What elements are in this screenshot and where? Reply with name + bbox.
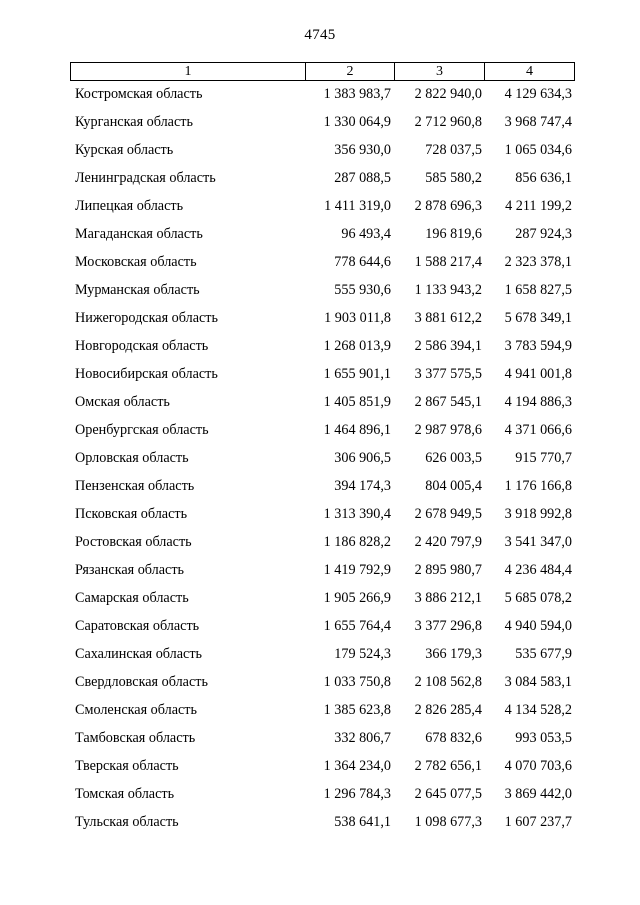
value-col-3: 2 867 545,1 — [414, 394, 482, 410]
value-col-2: 1 419 792,9 — [323, 562, 391, 578]
region-name: Нижегородская область — [75, 310, 218, 326]
value-col-3: 3 377 575,5 — [414, 366, 482, 382]
column-header-2: 2 — [306, 63, 395, 81]
region-name: Ленинградская область — [75, 170, 216, 186]
table-row — [0, 418, 640, 446]
value-col-4: 287 924,3 — [515, 226, 572, 242]
value-col-3: 2 826 285,4 — [414, 702, 482, 718]
value-col-2: 555 930,6 — [334, 282, 391, 298]
region-name: Ростовская область — [75, 534, 192, 550]
value-col-3: 2 987 978,6 — [414, 422, 482, 438]
table-row — [0, 390, 640, 418]
column-header-1: 1 — [71, 63, 306, 81]
value-col-4: 915 770,7 — [515, 450, 572, 466]
value-col-2: 1 385 623,8 — [323, 702, 391, 718]
region-name: Оренбургская область — [75, 422, 209, 438]
value-col-2: 1 313 390,4 — [323, 506, 391, 522]
value-col-2: 778 644,6 — [334, 254, 391, 270]
table-row — [0, 474, 640, 502]
value-col-4: 993 053,5 — [515, 730, 572, 746]
table-row — [0, 502, 640, 530]
value-col-4: 1 607 237,7 — [504, 814, 572, 830]
table-body — [0, 82, 640, 838]
region-name: Саратовская область — [75, 618, 200, 634]
table-row — [0, 110, 640, 138]
table-row — [0, 586, 640, 614]
value-col-4: 856 636,1 — [515, 170, 572, 186]
value-col-4: 1 065 034,6 — [504, 142, 572, 158]
value-col-2: 1 033 750,8 — [323, 674, 391, 690]
value-col-2: 356 930,0 — [334, 142, 391, 158]
table-row — [0, 250, 640, 278]
value-col-4: 535 677,9 — [515, 646, 572, 662]
value-col-2: 96 493,4 — [341, 226, 391, 242]
value-col-3: 3 377 296,8 — [414, 618, 482, 634]
table-row — [0, 698, 640, 726]
value-col-2: 538 641,1 — [334, 814, 391, 830]
column-header-table — [70, 62, 575, 81]
region-name: Костромская область — [75, 86, 203, 102]
region-name: Тамбовская область — [75, 730, 196, 746]
region-name: Сахалинская область — [75, 646, 203, 662]
table-row — [0, 222, 640, 250]
value-col-2: 1 186 828,2 — [323, 534, 391, 550]
region-name: Омская область — [75, 394, 170, 410]
region-name: Смоленская область — [75, 702, 197, 718]
table-row — [0, 278, 640, 306]
page-number: 4745 — [304, 27, 336, 43]
value-col-4: 2 323 378,1 — [504, 254, 572, 270]
region-name: Магаданская область — [75, 226, 203, 242]
region-name: Томская область — [75, 786, 175, 802]
value-col-2: 1 364 234,0 — [323, 758, 391, 774]
region-name: Орловская область — [75, 450, 189, 466]
value-col-2: 1 383 983,7 — [323, 86, 391, 102]
value-col-3: 2 645 077,5 — [414, 786, 482, 802]
table-row — [0, 334, 640, 362]
value-col-4: 3 783 594,9 — [504, 338, 572, 354]
table-row — [0, 754, 640, 782]
value-col-2: 179 524,3 — [334, 646, 391, 662]
value-col-4: 3 541 347,0 — [504, 534, 572, 550]
value-col-3: 1 098 677,3 — [414, 814, 482, 830]
region-name: Курганская область — [75, 114, 193, 130]
value-col-2: 1 405 851,9 — [323, 394, 391, 410]
value-col-2: 1 330 064,9 — [323, 114, 391, 130]
value-col-4: 4 129 634,3 — [504, 86, 572, 102]
table-row — [0, 810, 640, 838]
value-col-4: 1 176 166,8 — [504, 478, 572, 494]
value-col-3: 626 003,5 — [425, 450, 482, 466]
column-header-4: 4 — [485, 63, 575, 81]
value-col-4: 3 084 583,1 — [504, 674, 572, 690]
region-name: Новосибирская область — [75, 366, 218, 382]
value-col-3: 804 005,4 — [425, 478, 482, 494]
table-row — [0, 362, 640, 390]
value-col-4: 3 968 747,4 — [504, 114, 572, 130]
value-col-2: 1 655 901,1 — [323, 366, 391, 382]
region-name: Новгородская область — [75, 338, 209, 354]
column-header-row — [71, 63, 575, 81]
value-col-2: 1 411 319,0 — [324, 198, 391, 214]
value-col-3: 728 037,5 — [425, 142, 482, 158]
region-name: Тверская область — [75, 758, 179, 774]
value-col-2: 1 268 013,9 — [323, 338, 391, 354]
table-row — [0, 614, 640, 642]
value-col-4: 4 236 484,4 — [504, 562, 572, 578]
value-col-2: 1 903 011,8 — [324, 310, 391, 326]
value-col-2: 1 655 764,4 — [323, 618, 391, 634]
table-row — [0, 726, 640, 754]
value-col-4: 4 941 001,8 — [504, 366, 572, 382]
value-col-4: 5 685 078,2 — [504, 590, 572, 606]
table-row — [0, 446, 640, 474]
table-row — [0, 642, 640, 670]
value-col-4: 1 658 827,5 — [504, 282, 572, 298]
region-name: Псковская область — [75, 506, 188, 522]
value-col-3: 2 822 940,0 — [414, 86, 482, 102]
table-row — [0, 82, 640, 110]
region-name: Свердловская область — [75, 674, 208, 690]
value-col-3: 2 712 960,8 — [414, 114, 482, 130]
region-name: Тульская область — [75, 814, 179, 830]
region-name: Мурманская область — [75, 282, 200, 298]
column-header-3: 3 — [395, 63, 485, 81]
value-col-4: 3 918 992,8 — [504, 506, 572, 522]
table-row — [0, 194, 640, 222]
value-col-2: 332 806,7 — [334, 730, 391, 746]
region-name: Рязанская область — [75, 562, 185, 578]
value-col-4: 4 371 066,6 — [504, 422, 572, 438]
table-row — [0, 306, 640, 334]
region-name: Московская область — [75, 254, 197, 270]
value-col-3: 585 580,2 — [425, 170, 482, 186]
value-col-3: 366 179,3 — [425, 646, 482, 662]
value-col-4: 5 678 349,1 — [504, 310, 572, 326]
value-col-3: 2 586 394,1 — [414, 338, 482, 354]
value-col-3: 1 588 217,4 — [414, 254, 482, 270]
table-row — [0, 530, 640, 558]
value-col-3: 2 878 696,3 — [414, 198, 482, 214]
value-col-2: 306 906,5 — [334, 450, 391, 466]
value-col-4: 4 211 199,2 — [505, 198, 572, 214]
region-name: Липецкая область — [75, 198, 184, 214]
region-name: Самарская область — [75, 590, 189, 606]
table-row — [0, 138, 640, 166]
table-row — [0, 166, 640, 194]
value-col-3: 196 819,6 — [425, 226, 482, 242]
region-name: Курская область — [75, 142, 174, 158]
value-col-3: 2 420 797,9 — [414, 534, 482, 550]
value-col-4: 4 070 703,6 — [504, 758, 572, 774]
value-col-4: 3 869 442,0 — [504, 786, 572, 802]
value-col-3: 1 133 943,2 — [414, 282, 482, 298]
value-col-2: 1 905 266,9 — [323, 590, 391, 606]
value-col-4: 4 134 528,2 — [504, 702, 572, 718]
value-col-2: 1 296 784,3 — [323, 786, 391, 802]
value-col-3: 3 886 212,1 — [414, 590, 482, 606]
value-col-3: 2 678 949,5 — [414, 506, 482, 522]
table-row — [0, 782, 640, 810]
value-col-3: 2 895 980,7 — [414, 562, 482, 578]
value-col-4: 4 940 594,0 — [504, 618, 572, 634]
value-col-2: 287 088,5 — [334, 170, 391, 186]
value-col-2: 394 174,3 — [334, 478, 391, 494]
value-col-3: 2 782 656,1 — [414, 758, 482, 774]
value-col-2: 1 464 896,1 — [323, 422, 391, 438]
value-col-4: 4 194 886,3 — [504, 394, 572, 410]
value-col-3: 678 832,6 — [425, 730, 482, 746]
value-col-3: 2 108 562,8 — [414, 674, 482, 690]
value-col-3: 3 881 612,2 — [414, 310, 482, 326]
table-row — [0, 670, 640, 698]
table-row — [0, 558, 640, 586]
region-name: Пензенская область — [75, 478, 195, 494]
